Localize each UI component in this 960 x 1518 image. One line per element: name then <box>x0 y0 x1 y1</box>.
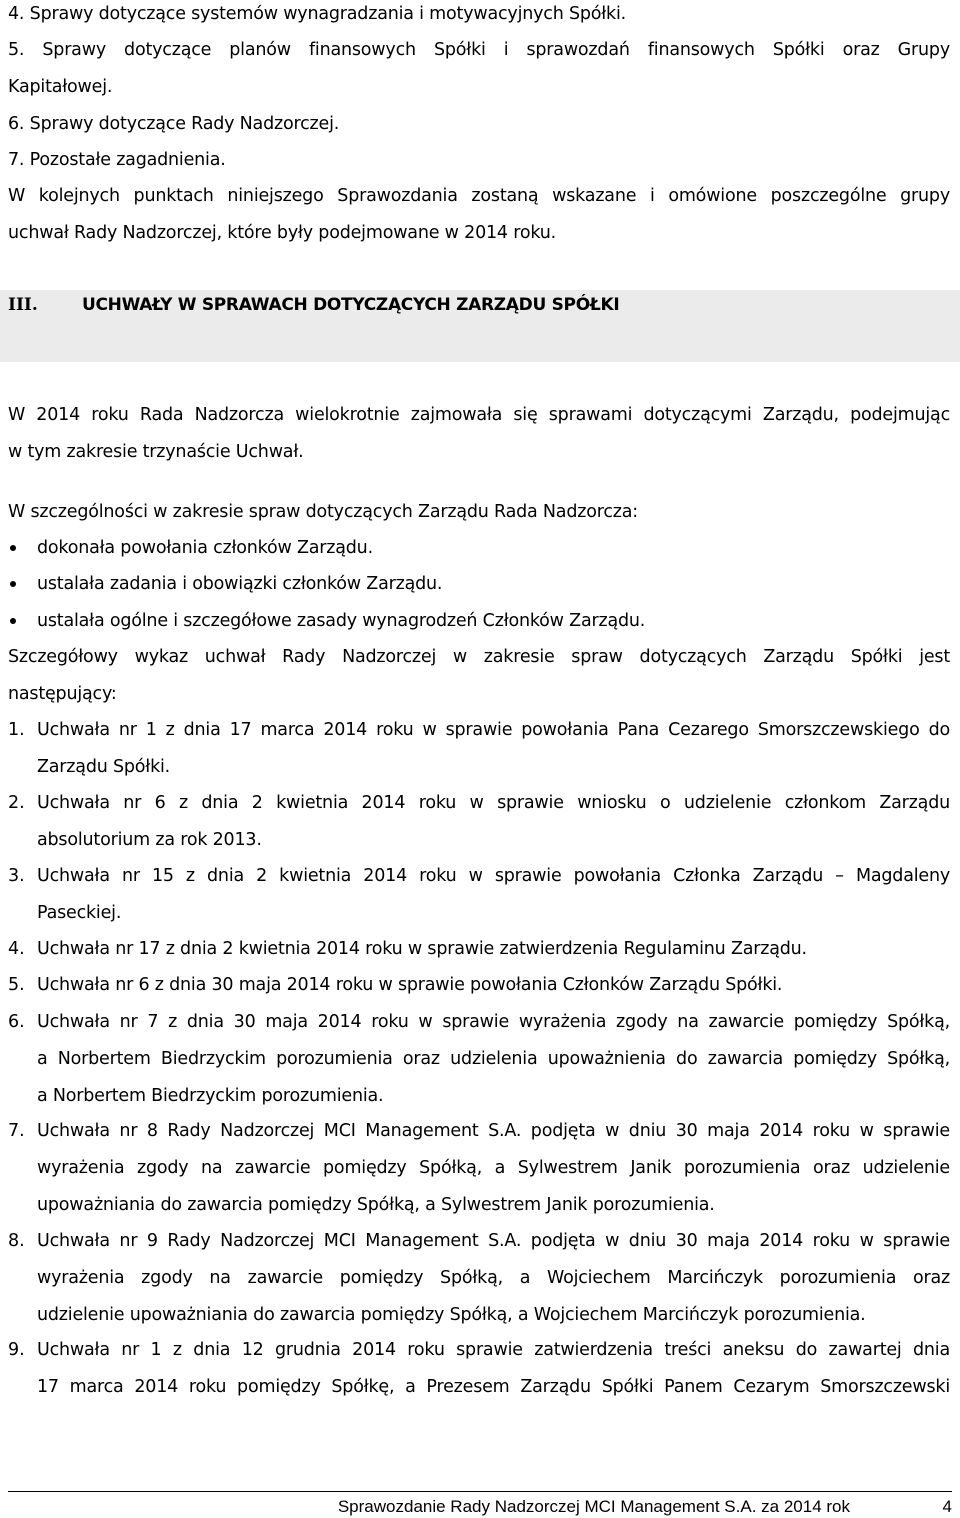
item-number: 4. <box>8 939 25 959</box>
bullet-icon <box>10 618 16 624</box>
bullet-item: ustalała ogólne i szczegółowe zasady wynagrodzeń Członków Zarządu. <box>37 611 646 631</box>
list-item: Uchwała nr 1 z dnia 12 grudnia 2014 roku sprawie zatwierdzenia treści aneksu do zawartej dnia 17 marca 2014 roku pomiędzy Spółkę, a Prezesem Zarządu Spółki Panem Cezarym Smorszczewski <box>37 1340 950 1397</box>
list-item: Uchwała nr 6 z dnia 30 maja 2014 roku w sprawie powołania Członków Zarządu Spółki. <box>37 975 783 995</box>
list-item: Uchwała nr 15 z dnia 2 kwietnia 2014 roku w sprawie powołania Członka Zarządu – Magdaleny Paseckiej. <box>37 866 950 923</box>
para1-line-1: W 2014 roku Rada Nadzorcza wielokrotnie zajmowała się sprawami dotyczącymi Zarządu, podejmując <box>8 405 950 425</box>
list-item-5-cont: Kapitałowej. <box>8 77 113 97</box>
para2: W szczególności w zakresie spraw dotyczących Zarządu Rada Nadzorcza: <box>8 502 638 522</box>
item-number: 7. <box>8 1121 25 1141</box>
page-number: 4 <box>942 1497 952 1516</box>
section-number: III. <box>8 295 38 315</box>
list-item: Uchwała nr 8 Rady Nadzorczej MCI Management S.A. podjęta w dniu 30 maja 2014 roku w sprawie wyrażenia zgody na zawarcie pomiędzy Spółką, a Sylwestrem Janik porozumienia oraz udzielenie upoważniania do zawarcia pomiędzy Spółką, a Sylwestrem Janik porozumienia. <box>37 1121 950 1215</box>
footer-divider <box>8 1491 952 1492</box>
item-number: 6. <box>8 1012 25 1032</box>
item-number: 9. <box>8 1340 25 1360</box>
list-item-5: 5. Sprawy dotyczące planów finansowych Spółki i sprawozdań finansowych Spółki oraz Grupy <box>8 40 950 60</box>
item-number: 5. <box>8 975 25 995</box>
list-item-6: 6. Sprawy dotyczące Rady Nadzorczej. <box>8 114 340 134</box>
item-number: 1. <box>8 720 25 740</box>
intro-line-1: W kolejnych punktach niniejszego Sprawozdania zostaną wskazane i omówione poszczególne grupy <box>8 186 950 206</box>
footer-title: Sprawozdanie Rady Nadzorczej MCI Management S.A. za 2014 rok <box>337 1497 850 1516</box>
bullet-icon <box>10 545 16 551</box>
list-item-7: 7. Pozostałe zagadnienia. <box>8 150 226 170</box>
list-item: Uchwała nr 9 Rady Nadzorczej MCI Management S.A. podjęta w dniu 30 maja 2014 roku w sprawie wyrażenia zgody na zawarcie pomiędzy Spółką, a Wojciechem Marcińczyk porozumienia oraz udzielenie upoważniania do zawarcia pomiędzy Spółką, a Wojciechem Marcińczyk porozumienia. <box>37 1231 950 1325</box>
list-item: Uchwała nr 1 z dnia 17 marca 2014 roku w sprawie powołania Pana Cezarego Smorszczewskiego do Zarządu Spółki. <box>37 720 950 777</box>
list-item: Uchwała nr 7 z dnia 30 maja 2014 roku w sprawie wyrażenia zgody na zawarcie pomiędzy Spółką, a Norbertem Biedrzyckim porozumienia oraz udzielenia upoważnienia do zawarcia pomiędzy Spółką, a Norbertem Biedrzyckim porozumienia. <box>37 1012 950 1106</box>
para3-line-2: następujący: <box>8 684 117 704</box>
item-number: 8. <box>8 1231 25 1251</box>
item-number: 2. <box>8 793 25 813</box>
intro-line-2: uchwał Rady Nadzorczej, które były podejmowane w 2014 roku. <box>8 223 556 243</box>
item-number: 3. <box>8 866 25 886</box>
list-item: Uchwała nr 17 z dnia 2 kwietnia 2014 roku w sprawie zatwierdzenia Regulaminu Zarządu. <box>37 939 807 959</box>
list-item-4: 4. Sprawy dotyczące systemów wynagradzania i motywacyjnych Spółki. <box>8 4 627 24</box>
bullet-item: ustalała zadania i obowiązki członków Zarządu. <box>37 574 443 594</box>
bullet-item: dokonała powołania członków Zarządu. <box>37 538 373 558</box>
para1-line-2: w tym zakresie trzynaście Uchwał. <box>8 442 304 462</box>
list-item: Uchwała nr 6 z dnia 2 kwietnia 2014 roku w sprawie wniosku o udzielenie członkom Zarządu absolutorium za rok 2013. <box>37 793 950 850</box>
section-title: UCHWAŁY W SPRAWACH DOTYCZĄCYCH ZARZĄDU SPÓŁKI <box>82 295 620 315</box>
bullet-icon <box>10 581 16 587</box>
para3-line-1: Szczegółowy wykaz uchwał Rady Nadzorczej w zakresie spraw dotyczących Zarządu Spółki jest <box>8 647 950 667</box>
